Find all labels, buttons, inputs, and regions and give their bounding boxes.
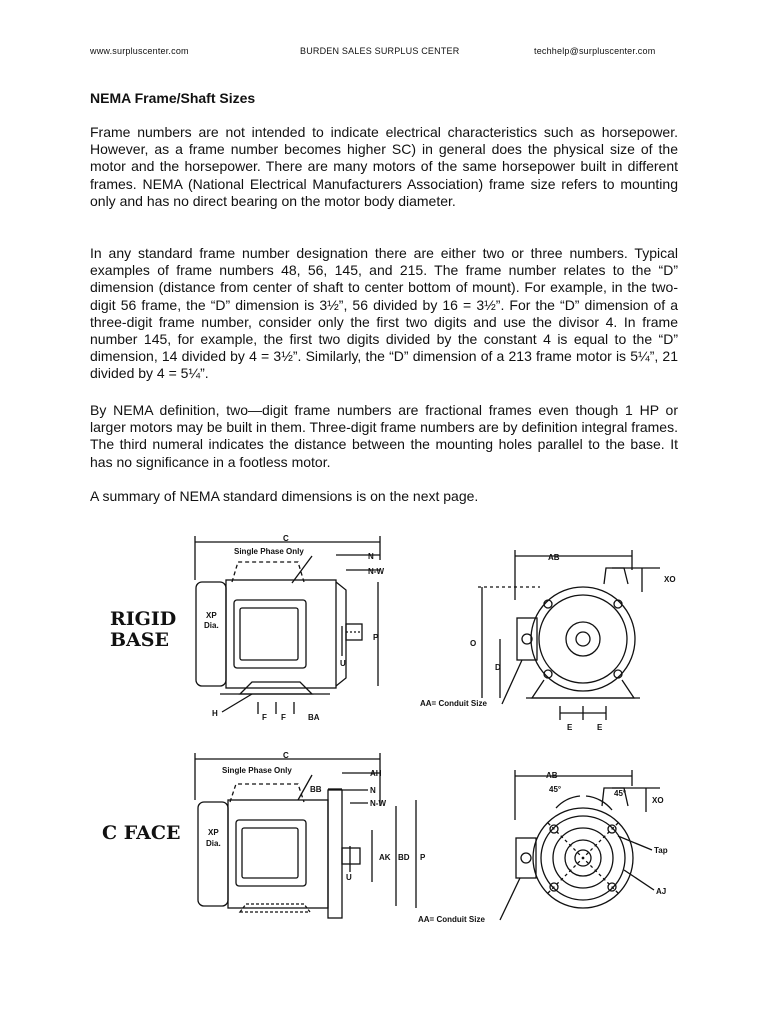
- cface-label-ab: AB: [546, 771, 558, 780]
- rigid-label-p: P: [373, 633, 379, 642]
- rigid-label-e2: E: [597, 723, 603, 732]
- rigid-label-single-phase: Single Phase Only: [234, 547, 304, 556]
- cface-label-aj: AJ: [656, 887, 667, 896]
- cface-label-bd: BD: [398, 853, 410, 862]
- cface-label-p: P: [420, 853, 426, 862]
- rigid-label-f1: F: [262, 713, 267, 722]
- paragraph-summary-note: A summary of NEMA standard dimensions is on the next page.: [90, 488, 479, 504]
- cface-label-xo: XO: [652, 796, 664, 805]
- rigid-label-xo: XO: [664, 575, 676, 584]
- rigid-label-u: U: [340, 659, 346, 668]
- paragraph-nema-definition: By NEMA definition, two—digit frame numbers are fractional frames even though 1 HP or larger motors may be built in them. Three-digit frame numbers are by definition integral frames. The third numeral indicates the distance between the mounting holes parallel to the base. It has no significance in a footless motor.: [90, 402, 678, 470]
- rigid-label-n: N: [368, 552, 374, 561]
- rigid-label-xp: XP: [206, 611, 217, 620]
- cface-label-nw: N-W: [370, 799, 386, 808]
- rigid-label-h: H: [212, 709, 218, 718]
- rigid-label-f2: F: [281, 713, 286, 722]
- header-company: BURDEN SALES SURPLUS CENTER: [300, 46, 460, 56]
- cface-label-c: C: [283, 751, 289, 760]
- paragraph-d-dimension: In any standard frame number designation there are either two or three numbers. Typical examples of frame numbers 48, 56, 145, and 215. The frame number relates to the “D” dimension (distance from center of shaft to center bottom of mount). For example, in the two-digit 56 frame, the “D” dimension is 3½”, 56 divided by 16 = 3½”. For the “D” dimension of a three-digit frame number, consider only the first two digits and use the divisor 4. In frame number 145, for example, the first two digits divided by the constant 4 is equal to the “D” dimension, 14 divided by 4 = 3½”. Similarly, the “D” dimension of a 213 frame motor is 5¼”, 21 divided by 4 = 5¼”.: [90, 245, 678, 382]
- rigid-side-view: [195, 534, 384, 722]
- header-website: www.surpluscenter.com: [90, 46, 189, 56]
- cface-label-bb: BB: [310, 785, 322, 794]
- rigid-label-ba: BA: [308, 713, 320, 722]
- rigid-label-o: O: [470, 639, 477, 648]
- cface-label-single-phase: Single Phase Only: [222, 766, 292, 775]
- cface-heading: C FACE: [102, 822, 181, 844]
- rigid-label-dia: Dia.: [204, 621, 219, 630]
- rigid-label-d: D: [495, 663, 501, 672]
- rigid-label-aa: AA= Conduit Size: [420, 699, 487, 708]
- page-title: NEMA Frame/Shaft Sizes: [90, 90, 256, 106]
- cface-label-dia: Dia.: [206, 839, 221, 848]
- rigid-label-e1: E: [567, 723, 573, 732]
- rigid-end-view: [420, 550, 676, 732]
- rigid-label-c: C: [283, 534, 289, 543]
- header-email: techhelp@surpluscenter.com: [534, 46, 656, 56]
- cface-label-deg2: 45°: [614, 789, 627, 798]
- cface-end-view: [418, 770, 668, 924]
- rigid-label-ab: AB: [548, 553, 560, 562]
- cface-side-view: [195, 751, 426, 918]
- cface-label-ak: AK: [379, 853, 391, 862]
- rigid-base-diagram: [110, 534, 676, 732]
- rigid-heading-2: BASE: [110, 629, 170, 651]
- cface-label-xp: XP: [208, 828, 219, 837]
- cface-label-n: N: [370, 786, 376, 795]
- cface-label-ah: AH: [370, 769, 382, 778]
- cface-label-aa: AA= Conduit Size: [418, 915, 485, 924]
- cface-label-u: U: [346, 873, 352, 882]
- rigid-heading-1: RIGID: [110, 608, 177, 630]
- c-face-diagram: [102, 751, 668, 924]
- cface-label-deg1: 45°: [549, 785, 562, 794]
- cface-label-tap: Tap: [654, 846, 668, 855]
- paragraph-frame-numbers: Frame numbers are not intended to indicate electrical characteristics such as horsepower. However, as a frame number becomes higher SC) in general does the physical size of the motor and the horsepower. There are many motors of the same horsepower built in different frames. NEMA (National Electrical Manufacturers Association) frame size refers to mounting only and has no direct bearing on the motor body diameter.: [90, 124, 678, 209]
- rigid-label-nw: N-W: [368, 567, 384, 576]
